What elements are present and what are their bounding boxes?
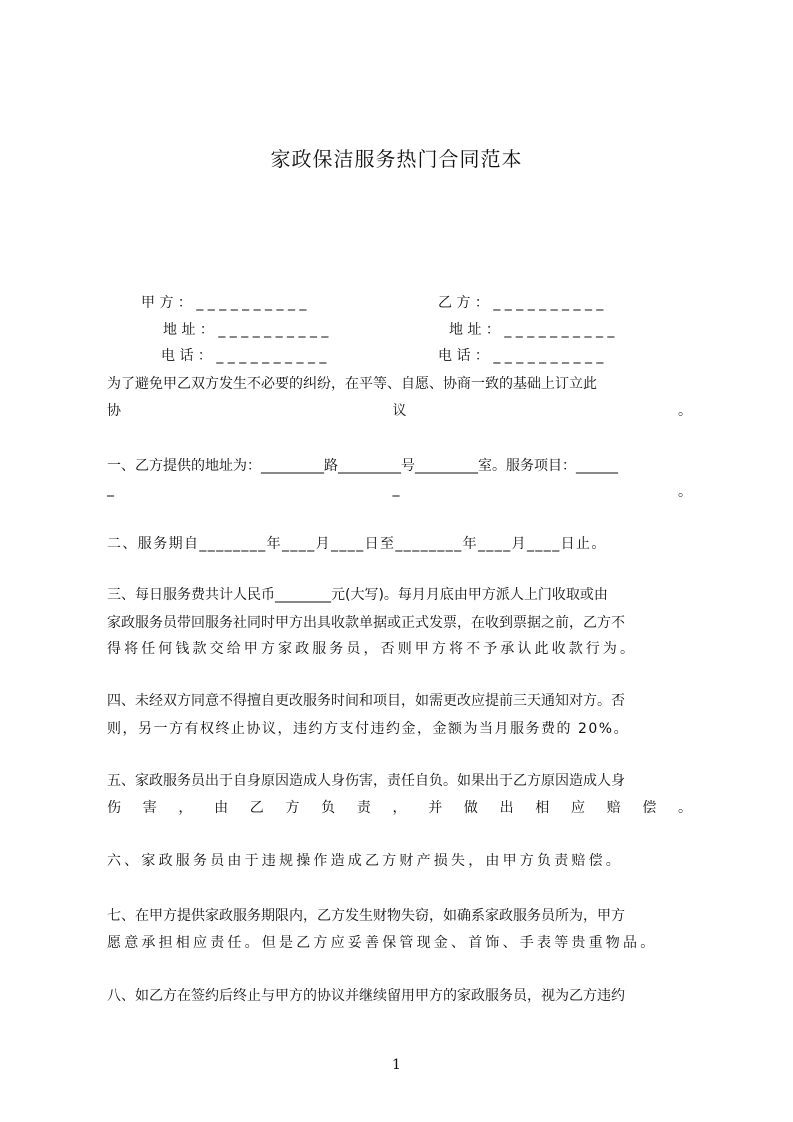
page-title: 家政保洁服务热门合同范本 [270, 147, 523, 171]
clause-1-last-line [107, 481, 692, 501]
clause-5-char: 并 [428, 800, 443, 816]
clause-5-char: ， [178, 800, 193, 816]
preamble-char: 议 [392, 403, 407, 419]
preamble-char: 。 [678, 403, 692, 419]
clause-5-last-line [107, 797, 692, 817]
clause-5-char: 偿 [642, 800, 657, 816]
clause-6-line: 六、家政服务员由于违规操作造成乙方财产损失，由甲方负责赔偿。 [107, 853, 623, 869]
party-b-phone: 电 话 ： _ _ _ _ _ _ _ _ _ _ [438, 348, 604, 364]
clause-7-line: 愿意承担相应责任。但是乙方应妥善保管现金、首饰、手表等贵重物品。 [107, 935, 658, 951]
clause-3-line: 三、每日服务费共计人民币________元(大写)。每月月底由甲方派人上门收取或由 [107, 587, 608, 603]
clause-5-char: 方 [285, 800, 300, 816]
clause-5-char: 应 [570, 800, 585, 816]
clause-5-char: 乙 [249, 800, 264, 816]
clause-4-line: 四、未经双方同意不得擅自更改服务时间和项目，如需更改应提前三天通知对方。否 [107, 693, 625, 709]
preamble-line: 为了避免甲乙双方发生不必要的纠纷，在平等、自愿、协商一致的基础上订立此 [107, 376, 597, 392]
clause-5-line: 五、家政服务员出于自身原因造成人身伤害，责任自负。如果出于乙方原因造成人身 [107, 773, 625, 789]
party-a-address: 地 址 ： _ _ _ _ _ _ _ _ _ _ [163, 322, 329, 338]
clause-7-line: 七、在甲方提供家政服务期限内，乙方发生财物失窃，如确系家政服务员所为，甲方 [107, 908, 625, 924]
clause-5-char: 由 [214, 800, 229, 816]
party-b-name: 乙 方 ： _ _ _ _ _ _ _ _ _ _ [438, 295, 604, 311]
party-b-address: 地 址 ： _ _ _ _ _ _ _ _ _ _ [449, 322, 615, 338]
clause-5-char: 赔 [606, 800, 621, 816]
clause-1-char: 。 [678, 484, 692, 500]
clause-1-char: _ [107, 481, 114, 497]
clause-3-line: 得将任何钱款交给甲方家政服务员，否则甲方将不予承认此收款行为。 [107, 641, 638, 657]
clause-4-line: 则，另一方有权终止协议，违约方支付违约金，金额为当月服务费的 20%。 [107, 721, 630, 737]
clause-5-char: 做 [463, 800, 478, 816]
clause-8-line: 八、如乙方在签约后终止与甲方的协议并继续留用甲方的家政服务员，视为乙方违约 [107, 988, 625, 1004]
preamble-char: 协 [107, 403, 121, 419]
clause-5-char: 相 [535, 800, 550, 816]
clause-5-char: ， [392, 800, 407, 816]
clause-3-line: 家政服务员带回服务社同时甲方出具收款单据或正式发票，在收到票据之前，乙方不 [107, 615, 625, 631]
preamble-line-justified [107, 400, 692, 420]
page-number: 1 [392, 1057, 401, 1073]
clause-1-char: _ [392, 481, 400, 497]
party-a-phone: 电 话 ： _ _ _ _ _ _ _ _ _ _ [161, 348, 327, 364]
clause-5-char: 负 [321, 800, 336, 816]
clause-5-char: 责 [356, 800, 371, 816]
clause-5-char: 伤 [107, 800, 121, 816]
clause-5-char: 害 [142, 800, 157, 816]
clause-5-char: 。 [678, 800, 692, 816]
clause-5-char: 出 [499, 800, 514, 816]
party-a-name: 甲 方 ： _ _ _ _ _ _ _ _ _ _ [141, 295, 307, 311]
clause-2-line: 二、服务期自________年____月____日至________年____月____日止。 [107, 536, 607, 552]
clause-1-line: 一、乙方提供的地址为：_________路_________号_________室。服务项目：______ [107, 458, 618, 474]
